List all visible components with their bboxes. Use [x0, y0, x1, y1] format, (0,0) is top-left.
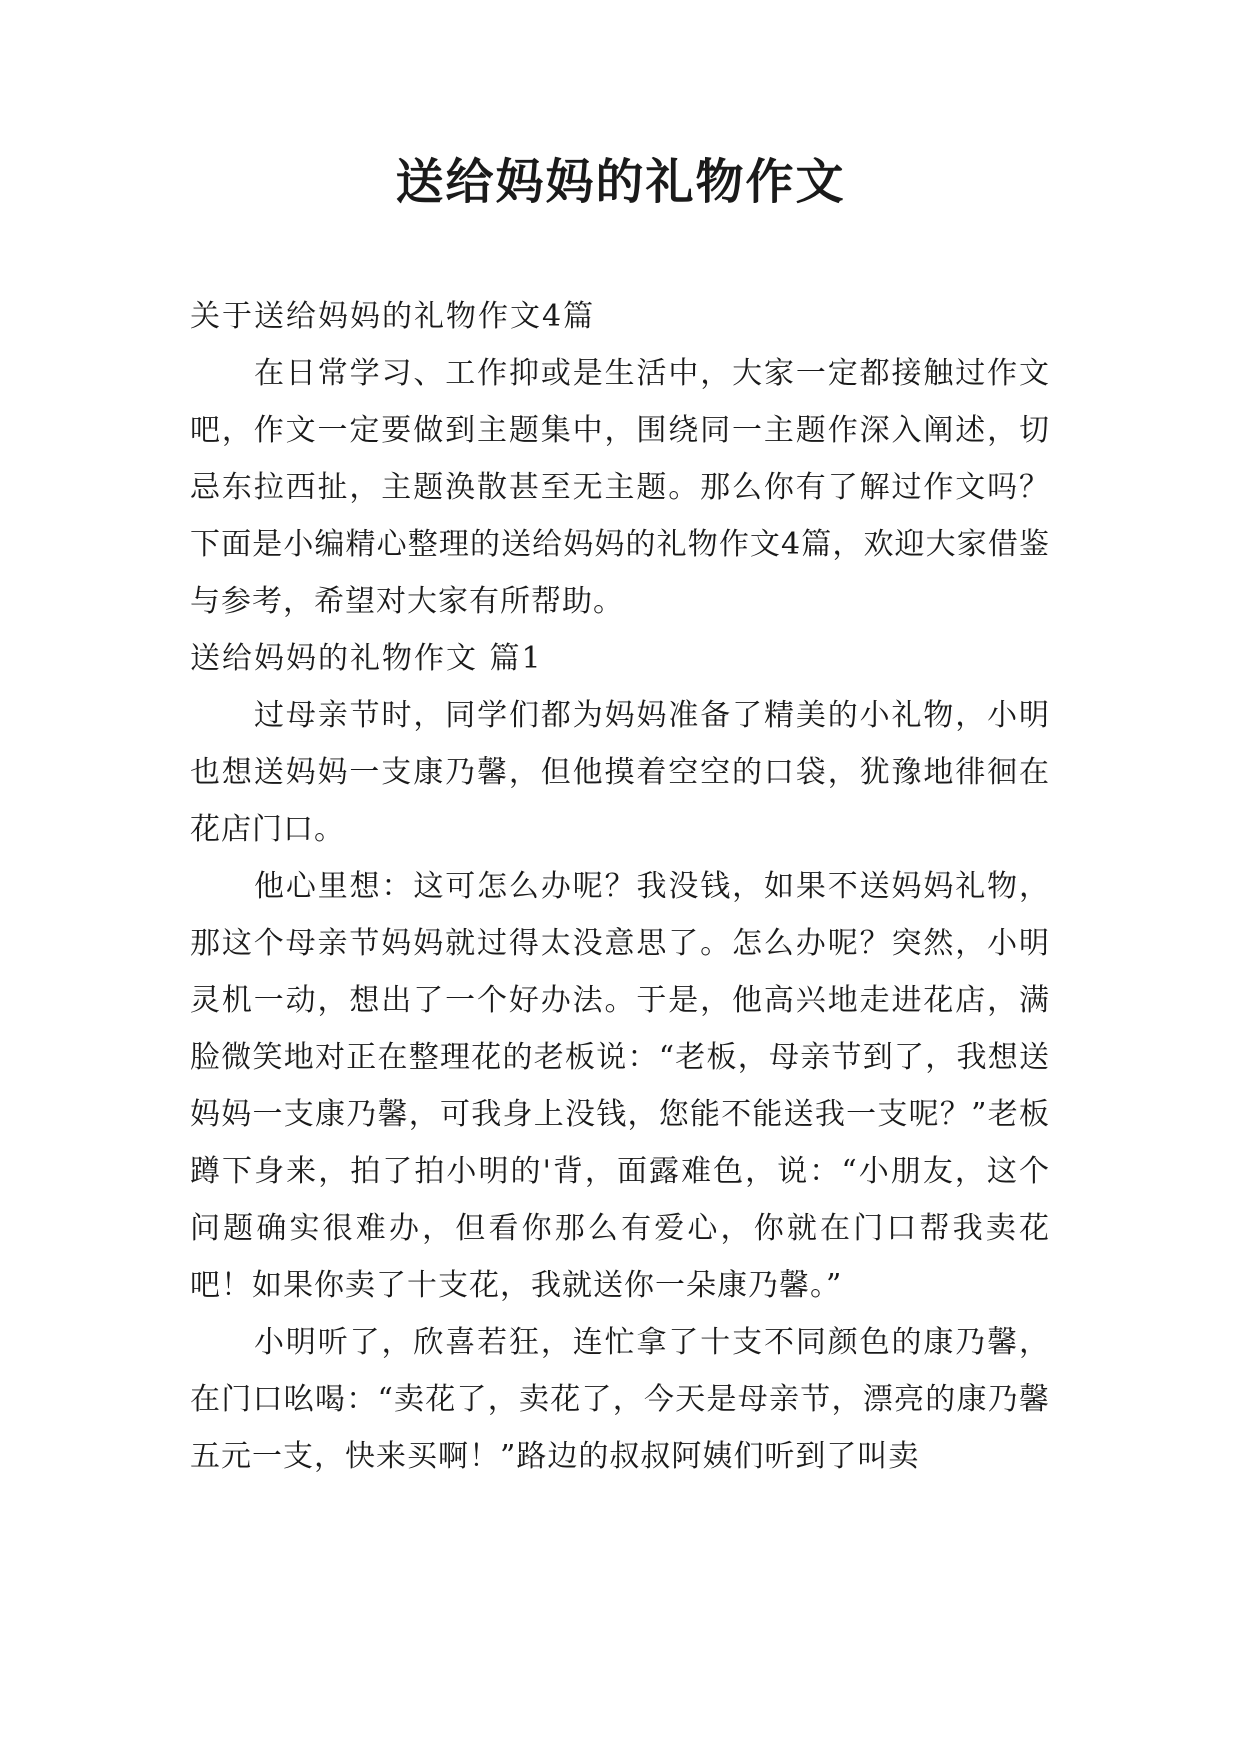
document-body: [190, 288, 1050, 1485]
document-subtitle: 关于送给妈妈的礼物作文4篇: [190, 299, 596, 334]
intro-paragraph: 在日常学习、工作抑或是生活中，大家一定都接触过作文吧，作文一定要做到主题集中，围绕同一主题作深入阐述，切忌东拉西扯，主题涣散甚至无主题。那么你有了解过作文吗？下面是小编精心整理的送给妈妈的礼物作文4篇，欢迎大家借鉴与参考，希望对大家有所帮助。: [190, 356, 1050, 619]
body-paragraph: 过母亲节时，同学们都为妈妈准备了精美的小礼物，小明也想送妈妈一支康乃馨，但他摸着空空的口袋，犹豫地徘徊在花店门口。: [190, 698, 1050, 847]
body-paragraph: 他心里想：这可怎么办呢？我没钱，如果不送妈妈礼物，那这个母亲节妈妈就过得太没意思了。怎么办呢？突然，小明灵机一动，想出了一个好办法。于是，他高兴地走进花店，满脸微笑地对正在整理花的老板说：“老板，母亲节到了，我想送妈妈一支康乃馨，可我身上没钱，您能不能送我一支呢？”老板蹲下身来，拍了拍小明的'背，面露难色，说：“小朋友，这个问题确实很难办，但看你那么有爱心，你就在门口帮我卖花吧！如果你卖了十支花，我就送你一朵康乃馨。”: [190, 869, 1050, 1303]
document-title: 送给妈妈的礼物作文: [395, 154, 846, 210]
body-paragraph: 小明听了，欣喜若狂，连忙拿了十支不同颜色的康乃馨，在门口吆喝：“卖花了，卖花了，今天是母亲节，漂亮的康乃馨五元一支，快来买啊！”路边的叔叔阿姨们听到了叫卖: [190, 1325, 1050, 1474]
section-heading: 送给妈妈的礼物作文 篇1: [190, 641, 543, 676]
